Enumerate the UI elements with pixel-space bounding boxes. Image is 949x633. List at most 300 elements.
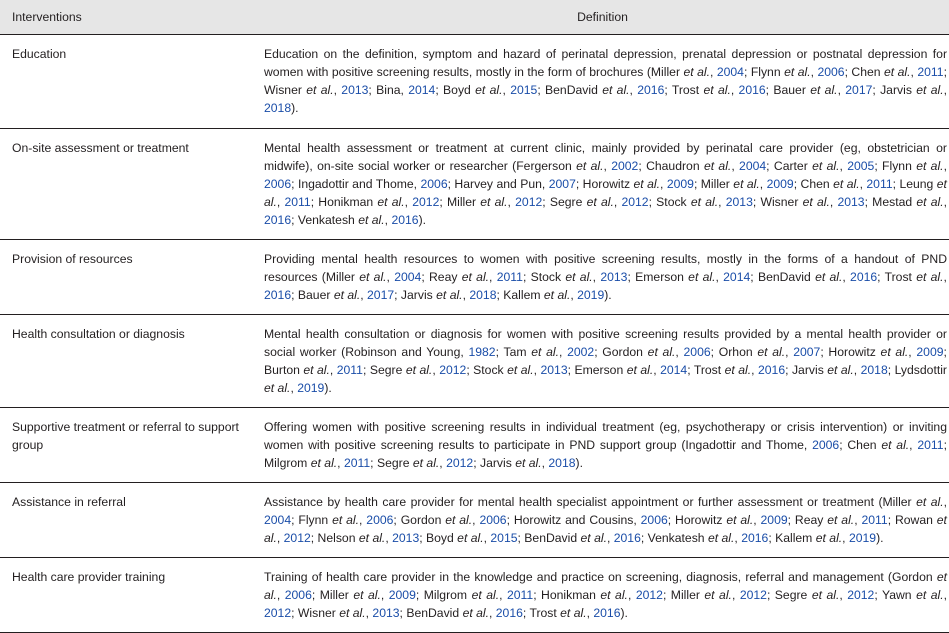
et-al-text: et al.: [475, 83, 503, 97]
et-al-text: et al.: [916, 588, 944, 602]
definition-text: ,: [606, 531, 614, 545]
definition-text: ; Burton: [264, 345, 947, 377]
definition-text: Mental health assessment or treatment at current clinic, mainly provided by perinatal care provider (eg, obstetrician or midwife), on-site social worker or researcher (Fergerson: [264, 141, 947, 173]
definition-text: Education on the definition, symptom and hazard of perinatal depression, prenatal depression or postnatal depression for women with positive screening results, mostly in the form of brochures (Miller: [264, 47, 947, 79]
citation-year-link[interactable]: 2011: [284, 195, 311, 209]
definition-text: ; Wisner: [752, 195, 803, 209]
et-al-text: et al.: [626, 363, 654, 377]
definition-text: ,: [586, 606, 594, 620]
definition-text: ; Gordon: [594, 345, 648, 359]
definition-text: ,: [842, 531, 849, 545]
definition-text: ).: [604, 288, 612, 302]
definition-text: ; Orhon: [710, 345, 758, 359]
et-al-text: et al.: [688, 270, 716, 284]
definition-text: ; Stock: [648, 195, 691, 209]
definition-text: ; Tam: [495, 345, 532, 359]
definition-text: ,: [842, 270, 851, 284]
citation-year-link[interactable]: 2016: [593, 606, 621, 620]
citation-year-link[interactable]: 2002: [611, 159, 639, 173]
citation-year-link[interactable]: 2019: [297, 381, 325, 395]
citation-year-link[interactable]: 2013: [837, 195, 865, 209]
definition-text: ; BenDavid: [537, 83, 603, 97]
citation-year-link[interactable]: 2004: [739, 159, 767, 173]
et-al-text: et al.: [602, 83, 630, 97]
et-al-text: et al.: [332, 513, 360, 527]
definition-text: ; Lydsdottir: [887, 363, 947, 377]
definition-text: ; Emerson: [627, 270, 689, 284]
citation-year-link[interactable]: 2019: [848, 531, 877, 545]
definition-text: ).: [291, 101, 299, 115]
et-al-text: et al.: [916, 495, 944, 509]
et-al-text: et al.: [812, 159, 840, 173]
definition-text: ,: [659, 177, 667, 191]
citation-year-link[interactable]: 2012: [635, 588, 663, 602]
citation-year-link[interactable]: 2011: [506, 588, 534, 602]
et-al-text: et al.: [647, 345, 676, 359]
table-header-row: [0, 0, 949, 35]
definition-text: ,: [337, 456, 344, 470]
definition-text: ,: [365, 606, 373, 620]
definition-text: ; Kallem: [496, 288, 544, 302]
et-al-text: et al.: [916, 195, 944, 209]
citation-year-link[interactable]: 2013: [725, 195, 753, 209]
et-al-text: et al.: [580, 531, 607, 545]
definition-text: ,: [333, 83, 342, 97]
definition-text: ; Boyd: [435, 83, 476, 97]
citation-year-link[interactable]: 2019: [577, 288, 605, 302]
et-al-text: et al.: [703, 159, 732, 173]
citation-year-link[interactable]: 2011: [496, 270, 523, 284]
definition-text: ,: [489, 270, 497, 284]
citation-year-link[interactable]: 2014: [408, 83, 436, 97]
definition-text: ,: [837, 83, 846, 97]
definition-text: ,: [462, 288, 470, 302]
citation-year-link[interactable]: 2012: [621, 195, 649, 209]
definition-text: Mental health consultation or diagnosis for women with positive screening results provided by a mental health provider or social worker (Robinson and Young,: [264, 327, 947, 359]
header-interventions: Interventions: [0, 0, 256, 35]
definition-text: ,: [731, 159, 740, 173]
definition-text: ; BenDavid: [750, 270, 816, 284]
definition-text: ,: [943, 495, 947, 509]
citation-year-link[interactable]: 2011: [343, 456, 371, 470]
citation-year-link[interactable]: 2006: [640, 513, 668, 527]
definition-text: ,: [404, 195, 413, 209]
et-al-text: et al.: [586, 195, 614, 209]
et-al-text: et al.: [339, 606, 366, 620]
definition-text: ,: [731, 588, 740, 602]
table-row: [0, 408, 949, 483]
intervention-name: Health consultation or diagnosis: [0, 315, 256, 408]
citation-year-link[interactable]: 2012: [412, 195, 440, 209]
citation-year-link[interactable]: 2017: [845, 83, 873, 97]
et-al-text: et al.: [543, 288, 571, 302]
et-al-text: et al.: [461, 270, 490, 284]
definition-text: ; Stock: [522, 270, 566, 284]
et-al-text: et al.: [359, 270, 387, 284]
intervention-name: Supportive treatment or referral to support group: [0, 408, 256, 483]
et-al-text: et al.: [683, 65, 710, 79]
definition-text: ,: [558, 345, 568, 359]
citation-year-link[interactable]: 2014: [660, 363, 688, 377]
definition-text: ,: [533, 363, 541, 377]
definition-text: ,: [541, 456, 549, 470]
definition-text: ,: [627, 588, 636, 602]
definition-text: ; Chen: [844, 65, 885, 79]
et-al-text: et al.: [560, 606, 587, 620]
definition-text: ,: [360, 288, 368, 302]
definition-text: ; Jarvis: [473, 456, 516, 470]
definition-text: ; Milgrom: [264, 438, 947, 470]
definition-text: ).: [418, 213, 427, 227]
definition-text: ,: [384, 213, 392, 227]
et-al-text: et al.: [303, 363, 330, 377]
et-al-text: et al.: [457, 531, 484, 545]
definition-text: ; Segre: [370, 456, 413, 470]
citation-year-link[interactable]: 2014: [723, 270, 751, 284]
citation-year-link[interactable]: 2012: [515, 195, 543, 209]
definition-text: ; Horowitz: [575, 177, 634, 191]
definition-text: ,: [290, 381, 298, 395]
citation-year-link[interactable]: 2006: [264, 177, 292, 191]
definition-text: ; Bina,: [368, 83, 409, 97]
definition-text: ; Chen: [839, 438, 882, 452]
et-al-text: et al.: [306, 83, 334, 97]
et-al-text: et al.: [733, 177, 760, 191]
definition-text: ,: [859, 177, 867, 191]
table-row: [0, 129, 949, 240]
definition-text: ; Reay: [787, 513, 828, 527]
definition-text: ,: [507, 195, 516, 209]
et-al-text: et al.: [726, 513, 754, 527]
intervention-name: On-site assessment or treatment: [0, 129, 256, 240]
definition-text: ,: [854, 513, 862, 527]
et-al-text: et al.: [784, 65, 811, 79]
definition-text: ; Miller: [311, 588, 354, 602]
et-al-text: et al.: [757, 345, 786, 359]
citation-year-link[interactable]: 2013: [540, 363, 568, 377]
definition-text: ,: [943, 588, 947, 602]
et-al-text: et al.: [881, 438, 910, 452]
citation-year-link[interactable]: 2013: [392, 531, 420, 545]
citation-year-link[interactable]: 2012: [847, 588, 875, 602]
definition-text: ,: [853, 363, 861, 377]
definition-text: ,: [943, 83, 947, 97]
definition-text: ).: [324, 381, 332, 395]
et-al-text: et al.: [827, 363, 854, 377]
table-body: [0, 35, 949, 633]
definition-text: ; Harvey and Pun,: [447, 177, 549, 191]
definition-text: ,: [483, 531, 491, 545]
citation-year-link[interactable]: 2016: [741, 531, 769, 545]
definition-text: ; Trost: [877, 270, 917, 284]
definition-text: ; Leung: [892, 177, 937, 191]
citation-year-link[interactable]: 2004: [394, 270, 422, 284]
definition-text: ,: [718, 195, 726, 209]
et-al-text: et al.: [815, 270, 843, 284]
definition-text: ; Horowitz: [820, 345, 881, 359]
et-al-text: et al.: [358, 213, 385, 227]
citation-year-link[interactable]: 2012: [739, 588, 767, 602]
definition-text: ; Ingadottir and Thome,: [291, 177, 421, 191]
definition-text: ; Wisner: [291, 606, 340, 620]
definition-text: ; Jarvis: [394, 288, 437, 302]
citation-year-link[interactable]: 2018: [548, 456, 576, 470]
citation-year-link[interactable]: 2006: [479, 513, 507, 527]
et-al-text: et al.: [833, 177, 860, 191]
definition-text: ,: [472, 513, 480, 527]
definition-text: ; Trost: [522, 606, 561, 620]
definition-text: ,: [439, 456, 447, 470]
definition-text: ,: [276, 195, 285, 209]
definition-text: ,: [730, 83, 739, 97]
citation-year-link[interactable]: 2009: [388, 588, 416, 602]
et-al-text: et al.: [471, 588, 500, 602]
definition-text: ,: [908, 345, 917, 359]
citation-year-link[interactable]: 2012: [283, 531, 311, 545]
definition-text: Training of health care provider in the knowledge and practice on screening, diagnosis, referral and management (Gordon: [264, 570, 937, 584]
definition-text: ; Gordon: [393, 513, 446, 527]
citation-year-link[interactable]: 2002: [567, 345, 595, 359]
citation-year-link[interactable]: 2012: [264, 606, 292, 620]
intervention-definition: [256, 558, 949, 633]
definition-text: ; Kallem: [768, 531, 816, 545]
citation-year-link[interactable]: 2016: [264, 288, 292, 302]
intervention-definition: [256, 129, 949, 240]
citation-year-link[interactable]: 2006: [817, 65, 845, 79]
definition-text: ; Miller: [662, 588, 705, 602]
citation-year-link[interactable]: 2015: [490, 531, 518, 545]
definition-text: ,: [386, 270, 395, 284]
citation-year-link[interactable]: 2016: [738, 83, 766, 97]
definition-text: ,: [943, 195, 947, 209]
definition-text: ; Flynn: [291, 513, 333, 527]
definition-text: ,: [380, 588, 389, 602]
definition-text: ,: [276, 531, 284, 545]
et-al-text: et al.: [462, 606, 489, 620]
et-al-text: et al.: [264, 570, 947, 602]
et-al-text: et al.: [724, 363, 752, 377]
definition-text: ; Bauer: [765, 83, 811, 97]
definition-text: ,: [592, 270, 601, 284]
table-row: [0, 240, 949, 315]
intervention-name: Provision of resources: [0, 240, 256, 315]
citation-year-link[interactable]: 2006: [420, 177, 448, 191]
et-al-text: et al.: [445, 513, 473, 527]
et-al-text: et al.: [531, 345, 559, 359]
definition-text: ,: [715, 270, 724, 284]
citation-year-link[interactable]: 2005: [847, 159, 875, 173]
definition-text: ; Mestad: [864, 195, 917, 209]
et-al-text: et al.: [576, 159, 604, 173]
citation-year-link[interactable]: 2013: [341, 83, 369, 97]
et-al-text: et al.: [703, 83, 731, 97]
definition-text: ).: [620, 606, 628, 620]
citation-year-link[interactable]: 2016: [264, 213, 292, 227]
citation-year-link[interactable]: 2013: [600, 270, 628, 284]
citation-year-link[interactable]: 2016: [391, 213, 419, 227]
definition-text: ; Venkatesh: [640, 531, 708, 545]
citation-year-link[interactable]: 2006: [366, 513, 394, 527]
definition-text: ; Bauer: [291, 288, 334, 302]
et-al-text: et al.: [353, 588, 381, 602]
et-al-text: et al.: [264, 177, 947, 209]
definition-text: ).: [876, 531, 884, 545]
et-al-text: et al.: [358, 531, 386, 545]
definition-text: ; Milgrom: [415, 588, 472, 602]
definition-text: ; Stock: [466, 363, 508, 377]
citation-year-link[interactable]: 2009: [916, 345, 944, 359]
et-al-text: et al.: [690, 195, 719, 209]
definition-text: ; Reay: [421, 270, 462, 284]
et-al-text: et al.: [880, 345, 909, 359]
et-al-text: et al.: [916, 83, 944, 97]
definition-text: ; Rowan: [887, 513, 937, 527]
citation-year-link[interactable]: 2011: [917, 438, 944, 452]
citation-year-link[interactable]: 2016: [613, 531, 641, 545]
definition-text: ,: [570, 288, 578, 302]
intervention-definition: [256, 483, 949, 558]
definition-text: ,: [629, 83, 638, 97]
definition-text: ).: [575, 456, 583, 470]
definition-text: ; BenDavid: [399, 606, 463, 620]
citation-year-link[interactable]: 2007: [793, 345, 821, 359]
citation-year-link[interactable]: 2013: [372, 606, 400, 620]
definition-text: ; BenDavid: [517, 531, 581, 545]
citation-year-link[interactable]: 2004: [716, 65, 744, 79]
et-al-text: et al.: [333, 288, 361, 302]
definition-text: ,: [653, 363, 661, 377]
citation-year-link[interactable]: 2016: [637, 83, 665, 97]
et-al-text: et al.: [884, 65, 911, 79]
citation-year-link[interactable]: 2006: [284, 588, 312, 602]
definition-text: ,: [785, 345, 794, 359]
citation-year-link[interactable]: 2007: [548, 177, 576, 191]
definition-text: ,: [603, 159, 612, 173]
citation-year-link[interactable]: 2012: [446, 456, 474, 470]
table-row: [0, 483, 949, 558]
definition-text: ,: [709, 65, 717, 79]
definition-text: ; Trost: [687, 363, 725, 377]
citation-year-link[interactable]: 2006: [683, 345, 711, 359]
definition-text: ; Wisner: [264, 65, 947, 97]
citation-year-link[interactable]: 2012: [439, 363, 467, 377]
definition-text: ,: [385, 531, 393, 545]
definition-text: ,: [810, 65, 818, 79]
definition-text: ,: [943, 270, 947, 284]
intervention-name: Health care provider training: [0, 558, 256, 633]
et-al-text: et al.: [811, 588, 840, 602]
et-al-text: et al.: [412, 456, 440, 470]
citation-year-link[interactable]: 2016: [757, 363, 786, 377]
et-al-text: et al.: [436, 288, 463, 302]
citation-year-link[interactable]: 2015: [510, 83, 538, 97]
citation-year-link[interactable]: 2016: [495, 606, 523, 620]
et-al-text: et al.: [802, 195, 830, 209]
definition-text: ,: [909, 438, 918, 452]
definition-text: ; Boyd: [419, 531, 458, 545]
definition-text: ; Miller: [439, 195, 481, 209]
intervention-definition: [256, 35, 949, 129]
definition-text: ; Flynn: [743, 65, 785, 79]
definition-text: ,: [759, 177, 767, 191]
citation-year-link[interactable]: 2018: [469, 288, 497, 302]
citation-year-link[interactable]: 2018: [860, 363, 888, 377]
definition-text: ,: [910, 65, 918, 79]
et-al-text: et al.: [264, 513, 947, 545]
et-al-text: et al.: [310, 456, 338, 470]
et-al-text: et al.: [916, 159, 944, 173]
definition-text: ,: [276, 588, 285, 602]
table-row: [0, 35, 949, 129]
et-al-text: et al.: [810, 83, 838, 97]
citation-year-link[interactable]: 2017: [367, 288, 395, 302]
et-al-text: et al.: [515, 456, 542, 470]
et-al-text: et al.: [264, 381, 291, 395]
definition-text: ; Horowitz: [667, 513, 727, 527]
definition-text: ; Segre: [766, 588, 812, 602]
definition-text: Assistance by health care provider for mental health specialist appointment or further assessment or treatment (Miller: [264, 495, 917, 509]
citation-year-link[interactable]: 2009: [766, 177, 794, 191]
definition-text: ; Horowitz and Cousins,: [506, 513, 641, 527]
citation-year-link[interactable]: 2018: [264, 101, 292, 115]
definition-text: ; Flynn: [874, 159, 917, 173]
definition-text: ; Jarvis: [785, 363, 828, 377]
citation-year-link[interactable]: 1982: [468, 345, 496, 359]
definition-text: ; Miller: [693, 177, 734, 191]
definition-text: ,: [329, 363, 337, 377]
definition-text: ; Yawn: [874, 588, 917, 602]
definition-text: ; Segre: [542, 195, 587, 209]
definition-text: ,: [734, 531, 742, 545]
citation-year-link[interactable]: 2009: [666, 177, 694, 191]
definition-text: ; Honikman: [533, 588, 601, 602]
et-al-text: et al.: [600, 588, 628, 602]
header-definition: Definition: [256, 0, 949, 35]
definition-text: ,: [839, 159, 848, 173]
citation-year-link[interactable]: 2011: [917, 65, 944, 79]
definition-text: ,: [829, 195, 838, 209]
definition-text: ; Segre: [362, 363, 406, 377]
citation-year-link[interactable]: 2004: [264, 513, 292, 527]
citation-year-link[interactable]: 2011: [866, 177, 893, 191]
definition-text: ; Chaudron: [638, 159, 704, 173]
citation-year-link[interactable]: 2006: [812, 438, 840, 452]
definition-text: ,: [839, 588, 848, 602]
et-al-text: et al.: [707, 531, 735, 545]
et-al-text: et al.: [507, 363, 534, 377]
definition-text: ,: [359, 513, 367, 527]
citation-year-link[interactable]: 2009: [760, 513, 788, 527]
definition-text: ,: [753, 513, 761, 527]
citation-year-link[interactable]: 2016: [850, 270, 878, 284]
intervention-definition: [256, 408, 949, 483]
intervention-name: Education: [0, 35, 256, 129]
citation-year-link[interactable]: 2011: [336, 363, 363, 377]
intervention-definition: [256, 240, 949, 315]
definition-text: ,: [751, 363, 758, 377]
et-al-text: et al.: [565, 270, 593, 284]
definition-text: ,: [499, 588, 507, 602]
citation-year-link[interactable]: 2011: [861, 513, 888, 527]
definition-text: ,: [502, 83, 511, 97]
et-al-text: et al.: [704, 588, 732, 602]
et-al-text: et al.: [377, 195, 405, 209]
et-al-text: et al.: [405, 363, 433, 377]
definition-text: ; Jarvis: [872, 83, 917, 97]
definition-text: ; Honikman: [310, 195, 378, 209]
et-al-text: et al.: [633, 177, 660, 191]
definition-text: ,: [432, 363, 440, 377]
